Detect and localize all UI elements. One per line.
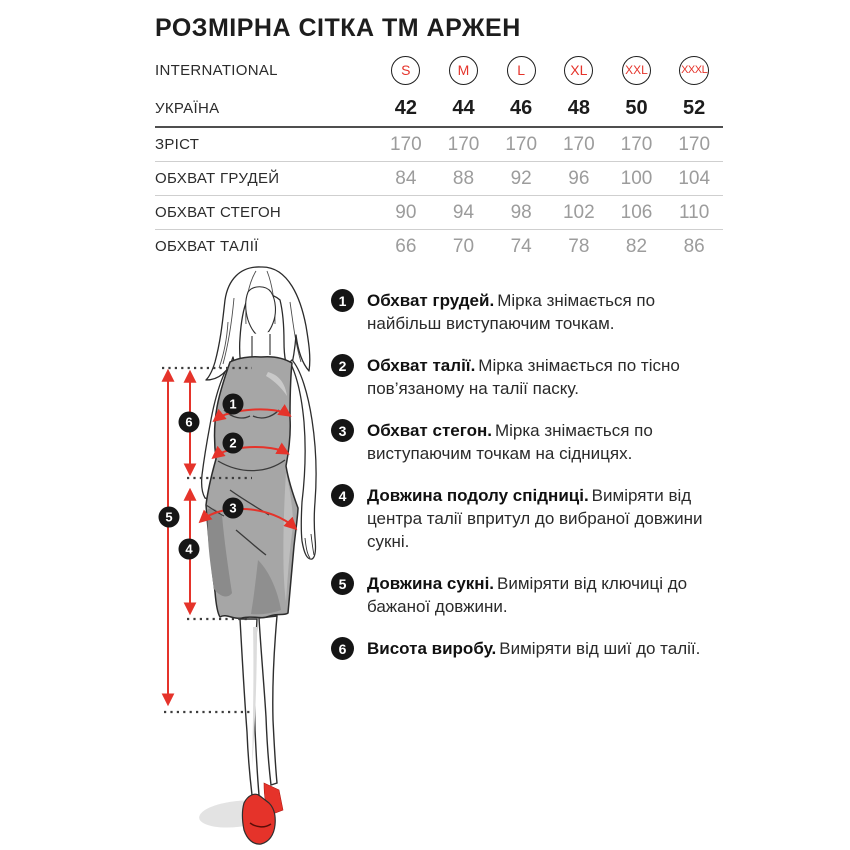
list-badge: 4 <box>331 484 354 507</box>
list-item-bodice-height <box>331 637 733 660</box>
table-value: 70 <box>452 235 475 257</box>
figure-marker-bodice-height: 6 <box>185 414 193 430</box>
table-value: 170 <box>447 133 480 155</box>
table-value: 92 <box>510 167 532 189</box>
table-row-chest <box>155 161 723 195</box>
size-badge-xl: XL <box>564 56 593 85</box>
figure-marker-skirt-length: 4 <box>185 541 193 557</box>
list-badge: 5 <box>331 572 354 595</box>
size-badge-xxl: XXL <box>622 56 651 85</box>
figure-marker-hips: 3 <box>229 500 237 516</box>
table-value: 170 <box>389 133 422 155</box>
ua-size: 44 <box>452 96 475 119</box>
table-value: 170 <box>562 133 595 155</box>
ua-size: 42 <box>394 96 417 119</box>
list-badge: 3 <box>331 419 354 442</box>
size-badge-s: S <box>391 56 420 85</box>
row-label: ОБХВАТ ТАЛІЇ <box>155 238 259 255</box>
row-label: ОБХВАТ ГРУДЕЙ <box>155 170 280 187</box>
measurement-figure <box>140 262 340 850</box>
description: Мірка знімається по тісно пов’язаному на талії паску. <box>367 356 680 398</box>
table-value: 78 <box>568 235 590 257</box>
international-label: INTERNATIONAL <box>155 61 278 79</box>
list-item-hips <box>331 419 733 465</box>
ua-size: 48 <box>567 96 590 119</box>
table-value: 106 <box>620 201 653 223</box>
table-row-hips <box>155 195 723 229</box>
table-value: 98 <box>510 201 532 223</box>
table-value: 170 <box>678 133 711 155</box>
table-value: 94 <box>452 201 475 223</box>
table-value: 82 <box>625 235 648 257</box>
table-value: 110 <box>679 201 710 223</box>
list-item-chest <box>331 289 733 335</box>
description: Виміряти від шиї до талії. <box>499 639 701 658</box>
table-row-waist <box>155 229 723 263</box>
description: Мірка знімається по найбільш виступаючим точкам. <box>367 291 656 333</box>
fashion-sketch-illustration <box>140 262 340 850</box>
table-value: 88 <box>452 167 475 189</box>
list-badge: 6 <box>331 637 354 660</box>
row-label: ЗРІСТ <box>155 136 200 153</box>
term: Обхват стегон. <box>367 421 492 440</box>
size-badge-xxxl: XXXL <box>679 56 709 85</box>
description: Мірка знімається по виступаючим точкам на сідницях. <box>367 421 653 463</box>
term: Обхват грудей. <box>367 291 495 310</box>
list-item-skirt-length <box>331 484 733 553</box>
term: Висота виробу. <box>367 639 497 658</box>
table-value: 100 <box>620 167 653 189</box>
description: Виміряти від ключиці до бажаної довжини. <box>367 574 688 616</box>
table-value: 66 <box>395 235 417 257</box>
list-badge: 1 <box>331 289 354 312</box>
figure-marker-chest: 1 <box>229 396 237 412</box>
table-value: 170 <box>620 133 653 155</box>
ua-size: 50 <box>625 96 648 119</box>
measurement-list <box>331 289 733 679</box>
size-badge-l: L <box>507 56 536 85</box>
table-value: 90 <box>395 201 417 223</box>
term: Довжина сукні. <box>367 574 495 593</box>
table-value: 74 <box>510 235 532 257</box>
table-row-ukraine <box>155 90 723 126</box>
table-value: 96 <box>568 167 590 189</box>
list-item-waist <box>331 354 733 400</box>
table-value: 170 <box>505 133 538 155</box>
ua-size: 52 <box>683 96 706 119</box>
face <box>246 287 276 358</box>
description: Виміряти від центра талії впритул до вибраної довжини сукні. <box>367 486 703 551</box>
red-heels <box>243 783 284 844</box>
table-row-height <box>155 126 723 161</box>
table-row-international <box>155 50 723 90</box>
legs <box>240 616 277 795</box>
size-badge-m: M <box>449 56 478 85</box>
figure-marker-waist: 2 <box>229 435 237 451</box>
ua-size: 46 <box>510 96 533 119</box>
dress <box>206 357 298 619</box>
size-table <box>155 50 723 263</box>
ukraine-label: УКРАЇНА <box>155 99 220 117</box>
term: Довжина подолу спідниці. <box>367 486 589 505</box>
table-value: 104 <box>678 167 711 189</box>
list-item-dress-length <box>331 572 733 618</box>
row-label: ОБХВАТ СТЕГОН <box>155 204 282 221</box>
page-title: РОЗМІРНА СІТКА ТМ АРЖЕН <box>155 14 521 42</box>
list-badge: 2 <box>331 354 354 377</box>
table-value: 102 <box>562 201 595 223</box>
figure-marker-dress-length: 5 <box>165 509 173 525</box>
table-value: 86 <box>683 235 705 257</box>
term: Обхват талії. <box>367 356 476 375</box>
table-value: 84 <box>395 167 417 189</box>
